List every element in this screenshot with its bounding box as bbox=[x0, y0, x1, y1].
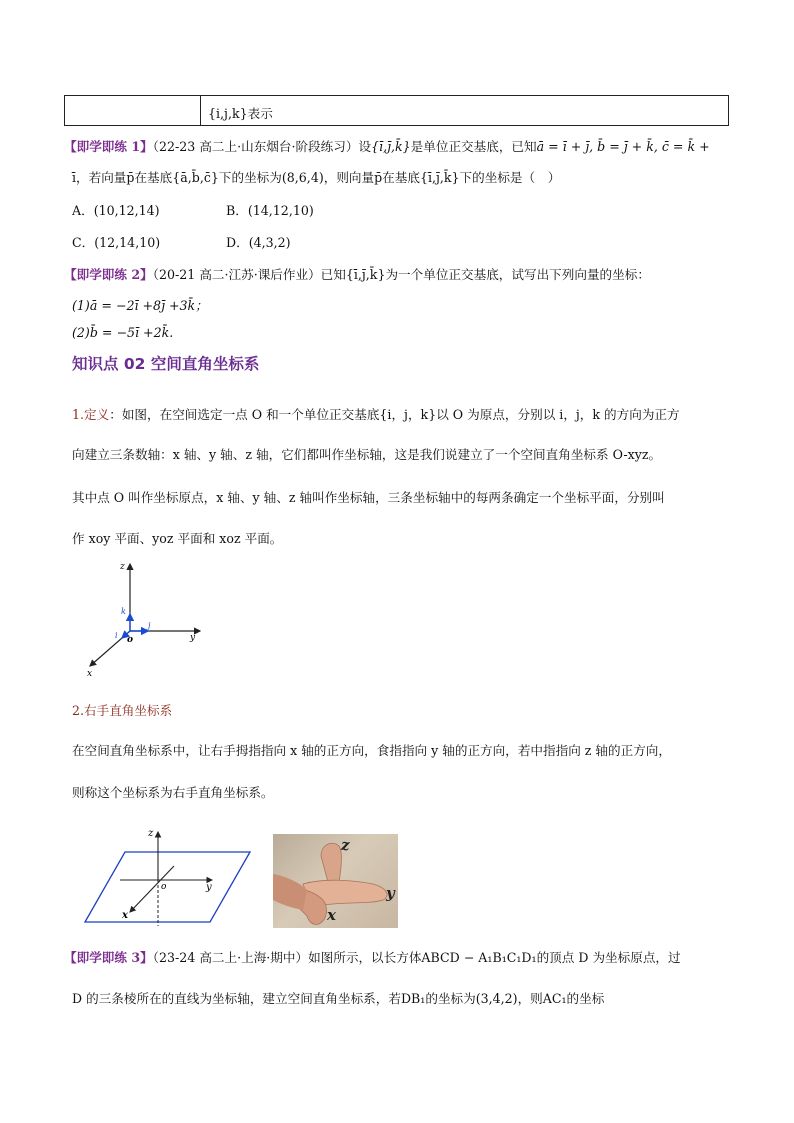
section-title: 知识点 02 空间直角坐标系 bbox=[72, 355, 260, 373]
right-hand-line2: 则称这个坐标系为右手直角坐标系。 bbox=[72, 785, 274, 800]
coordinate-plane bbox=[85, 852, 250, 922]
y-label: y bbox=[206, 882, 212, 893]
exercise1-line2: ī，若向量p̄在基底{ā,b̄,c̄}下的坐标为(8,6,4)，则向量p̄在基底{ī,j̄,k̄}下的坐标是（ ） bbox=[72, 170, 561, 185]
z-label: z bbox=[120, 562, 125, 572]
definition-line3: 其中点 O 叫作坐标原点，x 轴、y 轴、z 轴叫作坐标轴，三条坐标轴中的每两条确定一个坐标平面，分别叫 bbox=[72, 490, 665, 505]
o-label: o bbox=[161, 882, 167, 892]
table-row bbox=[64, 95, 729, 126]
photo-y-label: y bbox=[386, 884, 395, 902]
i-label: i bbox=[115, 631, 118, 640]
table-divider bbox=[200, 96, 201, 125]
option-c: C．(12,14,10) bbox=[72, 235, 161, 250]
right-hand-photo bbox=[273, 834, 398, 928]
definition-line1 bbox=[72, 404, 680, 423]
exercise2-tag: 【即学即练 2】 bbox=[64, 267, 153, 282]
y-label: y bbox=[190, 633, 196, 643]
x-label: x bbox=[87, 669, 93, 678]
x-axis bbox=[130, 866, 174, 912]
exercise2-item2: (2)b̄ = −5ī +2k̄. bbox=[72, 325, 174, 340]
option-b: B．(14,12,10) bbox=[226, 203, 314, 218]
exercise1-basis: {ī,j̄,k̄} bbox=[371, 139, 411, 154]
k-label: k bbox=[121, 607, 126, 616]
exercise3-tag: 【即学即练 3】 bbox=[64, 950, 153, 965]
exercise3-line1 bbox=[64, 947, 681, 966]
exercise1-tag: 【即学即练 1】 bbox=[64, 139, 153, 154]
table-cell: {i,j,k}表示 bbox=[208, 106, 273, 121]
right-hand-line1: 在空间直角坐标系中，让右手拇指指向 x 轴的正方向，食指指向 y 轴的正方向，若中指指向 z 轴的正方向， bbox=[72, 743, 671, 758]
exercise2-text: （20-21 高二·江苏·课后作业）已知{ī,j̄,k̄}为一个单位正交基底，试写出下列向量的坐标： bbox=[152, 267, 650, 282]
x-label: x bbox=[122, 910, 128, 921]
photo-z-label: z bbox=[341, 836, 350, 854]
exercise1-mid: 是单位正交基底，已知 bbox=[410, 139, 537, 154]
plane-figure bbox=[80, 822, 255, 928]
exercise2-line bbox=[64, 264, 650, 283]
definition-line4: 作 xoy 平面、yoz 平面和 xoz 平面。 bbox=[72, 531, 283, 546]
o-label: o bbox=[127, 635, 134, 645]
axes-figure bbox=[80, 558, 220, 678]
j-label: j bbox=[148, 621, 151, 630]
exercise3-text1: （23-24 高二上·上海·期中）如图所示，以长方体ABCD − A₁B₁C₁D₁的顶点 D 为坐标原点，过 bbox=[152, 950, 681, 965]
right-hand-label: 2.右手直角坐标系 bbox=[72, 703, 173, 718]
option-a: A．(10,12,14) bbox=[72, 203, 160, 218]
exercise1-source: （22-23 高二上·山东烟台·阶段练习）设 bbox=[152, 139, 372, 154]
exercise1-line1 bbox=[64, 136, 710, 155]
z-label: z bbox=[148, 828, 154, 839]
exercise3-line2: D 的三条棱所在的直线为坐标轴，建立空间直角坐标系，若DB₁的坐标为(3,4,2)，则AC₁的坐标 bbox=[72, 991, 605, 1006]
exercise2-item1: (1)ā = −2ī +8j̄ +3k̄； bbox=[72, 298, 208, 313]
photo-x-label: x bbox=[327, 906, 336, 924]
definition-label: 1.定义 bbox=[72, 407, 110, 422]
definition-line2: 向建立三条数轴：x 轴、y 轴、z 轴，它们都叫作坐标轴，这是我们说建立了一个空间直角坐标系 O-xyz。 bbox=[72, 447, 662, 462]
option-d: D．(4,3,2) bbox=[226, 235, 291, 250]
exercise1-formula: ā = ī + j̄, b̄ = j̄ + k̄, c̄ = k̄ + bbox=[536, 139, 710, 154]
definition-text1: ：如图，在空间选定一点 O 和一个单位正交基底{i，j，k}以 O 为原点，分别以 i，j，k 的方向为正方 bbox=[109, 407, 680, 422]
